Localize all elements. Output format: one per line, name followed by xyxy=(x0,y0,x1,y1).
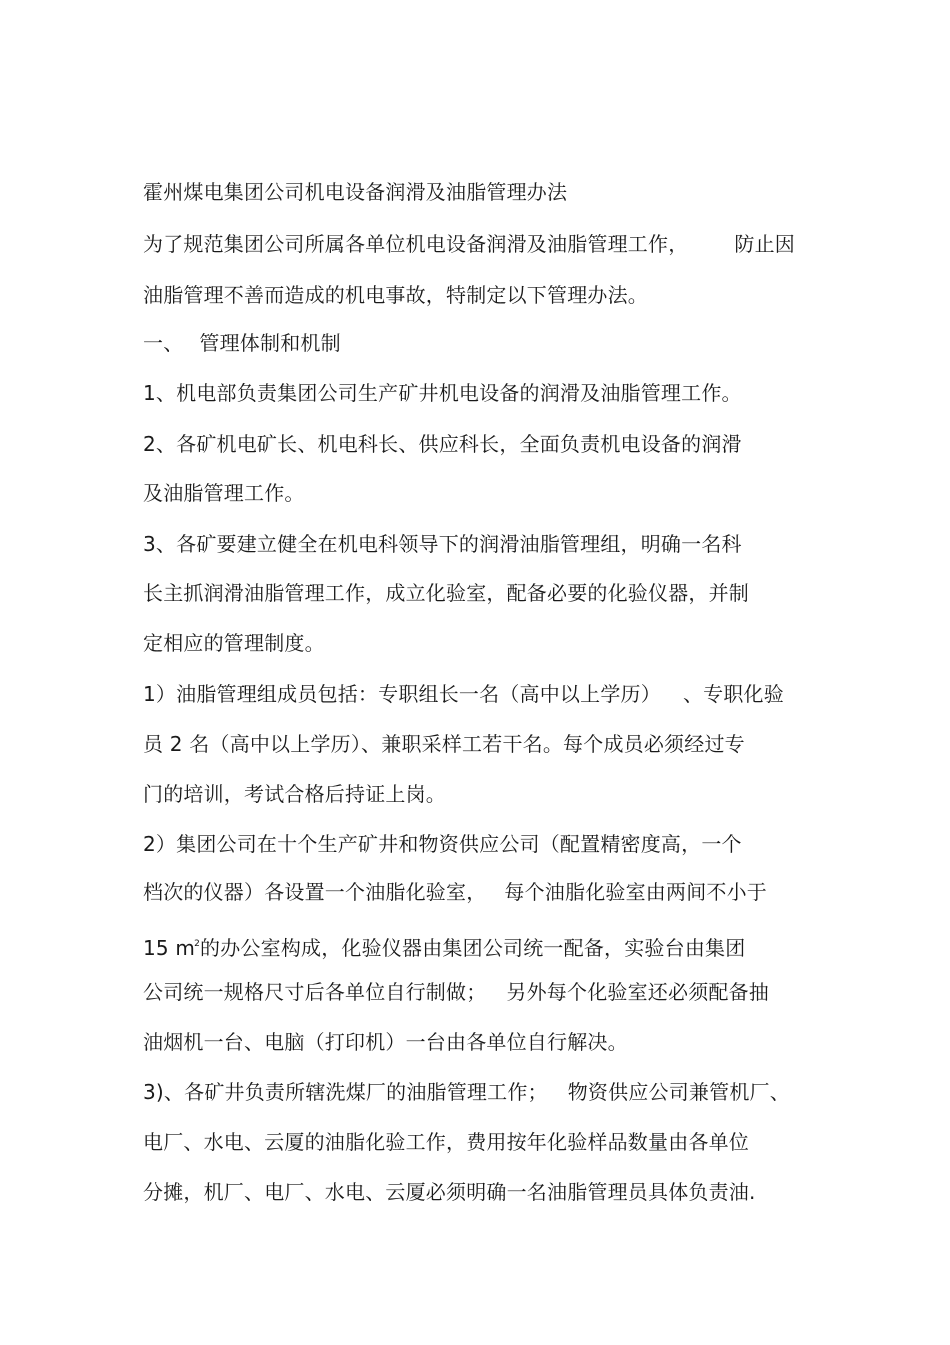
text-line xyxy=(143,979,769,1005)
text-segment: 另外每个化验室还必须配备抽 xyxy=(506,980,770,1004)
text-segment: 为了规范集团公司所属各单位机电设备润滑及油脂管理工作， xyxy=(143,232,689,256)
text-line: 定相应的管理制度。 xyxy=(143,631,325,655)
text-line: 2）集团公司在十个生产矿井和物资供应公司（配置精密度高，一个 xyxy=(143,832,742,856)
text-segment: 公司统一规格尺寸后各单位自行制做； xyxy=(143,980,487,1004)
text-segment: 、专职化验 xyxy=(682,682,784,706)
text-line: 及油脂管理工作。 xyxy=(143,481,305,505)
text-segment: 3)、各矿井负责所辖洗煤厂的油脂管理工作； xyxy=(143,1080,548,1104)
text-line xyxy=(143,931,745,961)
section-number: 一、 xyxy=(143,331,184,355)
text-segment: 每个油脂化验室由两间不小于 xyxy=(504,880,768,904)
text-segment: 防止因 xyxy=(734,232,796,256)
superscript: 2 xyxy=(194,939,201,949)
text-line: 3、各矿要建立健全在机电科领导下的润滑油脂管理组，明确一名科 xyxy=(143,532,742,556)
text-segment: 15 m xyxy=(143,936,196,960)
text-line: 油脂管理不善而造成的机电事故，特制定以下管理办法。 xyxy=(143,283,648,307)
text-line: 员 2 名（高中以上学历）、兼职采样工若干名。每个成员必须经过专 xyxy=(143,732,745,756)
text-segment: 档次的仪器）各设置一个油脂化验室， xyxy=(143,880,487,904)
section-heading xyxy=(143,330,341,356)
text-line: 电厂、水电、云厦的油脂化验工作，费用按年化验样品数量由各单位 xyxy=(143,1130,749,1154)
text-line xyxy=(143,1079,790,1105)
section-title: 管理体制和机制 xyxy=(199,331,341,355)
text-segment: 物资供应公司兼管机厂、 xyxy=(567,1080,790,1104)
text-line xyxy=(143,231,795,257)
text-segment: 的办公室构成，化验仪器由集团公司统一配备，实验台由集团 xyxy=(200,936,746,960)
text-line xyxy=(143,879,767,905)
text-segment: 1）油脂管理组成员包括：专职组长一名（高中以上学历） xyxy=(143,682,661,706)
text-line: 1、机电部负责集团公司生产矿井机电设备的润滑及油脂管理工作。 xyxy=(143,381,742,405)
text-line: 长主抓润滑油脂管理工作，成立化验室，配备必要的化验仪器，并制 xyxy=(143,581,749,605)
text-line xyxy=(143,681,784,707)
text-line: 油烟机一台、电脑（打印机）一台由各单位自行解决。 xyxy=(143,1030,628,1054)
text-line: 门的培训，考试合格后持证上岗。 xyxy=(143,782,446,806)
document-title: 霍州煤电集团公司机电设备润滑及油脂管理办法 xyxy=(143,180,568,204)
text-line: 2、各矿机电矿长、机电科长、供应科长，全面负责机电设备的润滑 xyxy=(143,432,742,456)
text-line: 分摊，机厂、电厂、水电、云厦必须明确一名油脂管理员具体负责油. xyxy=(143,1180,756,1204)
